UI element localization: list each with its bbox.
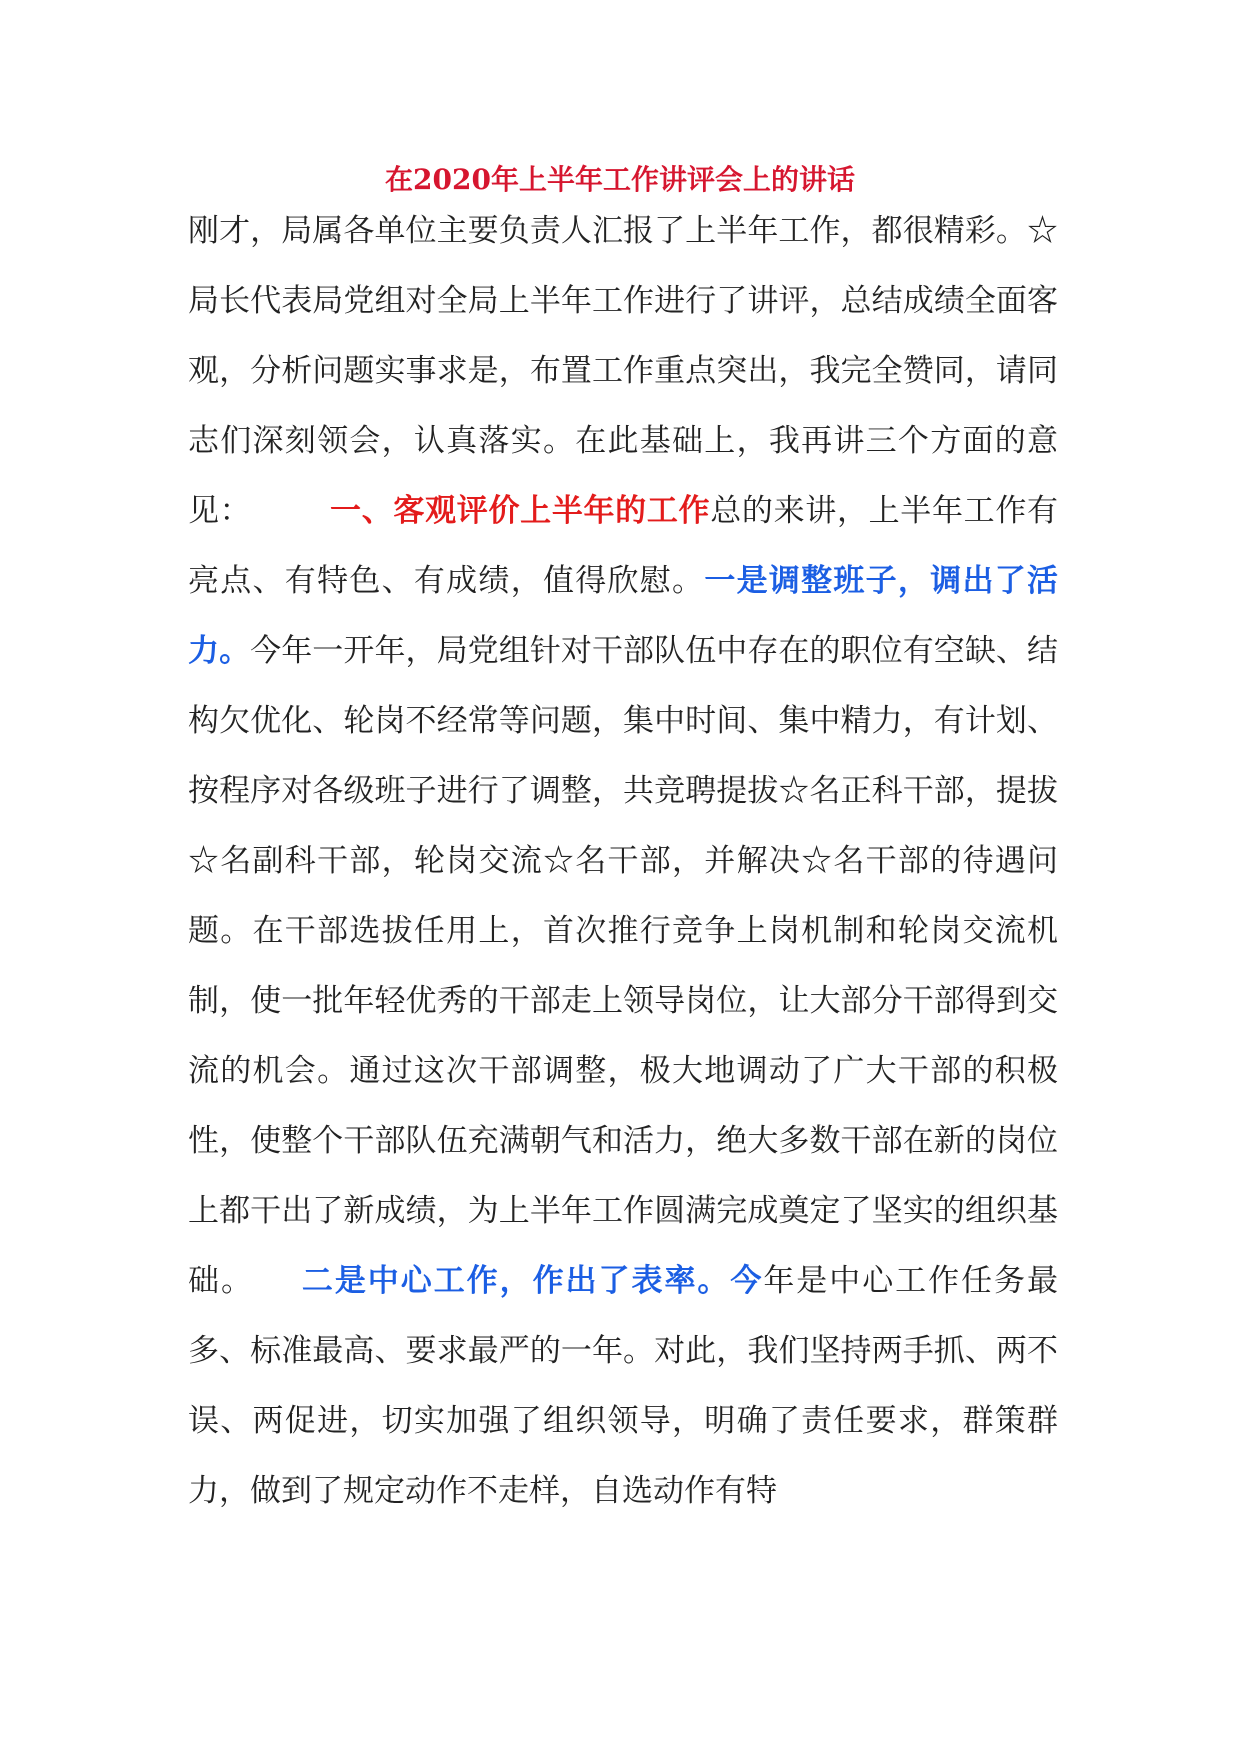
paragraph-summary: 总的来讲，上半年工作有亮点、有特色、有成绩，值得欣慰。 [188,493,1059,599]
subheading-2: 二是中心工作，作出了表率。今 [299,1263,764,1299]
document-title: 在2020年上半年工作讲评会上的讲话 [385,163,855,196]
section-heading-1: 一、客观评价上半年的工作 [329,493,711,529]
paragraph-central-work: 年是中心工作任务最多、标准最高、要求最严的一年。对此，我们坚持两手抓、两不误、两促进，切实加强了组织领导，明确了责任要求，群策群力，做到了规定动作不走样，自选动作有特 [188,1263,1059,1509]
subheading-1: 一是调整班子，调出了活力。 [188,563,1059,669]
paragraph-intro: 刚才，局属各单位主要负责人汇报了上半年工作，都很精彩。☆局长代表局党组对全局上半年工作进行了讲评，总结成绩全面客观，分析问题实事求是，布置工作重点突出，我完全赞同，请同志们深刻领会，认真落实。在此基础上，我再讲三个方面的意见： [188,213,1058,529]
paragraph-adjustment: 今年一开年，局党组针对干部队伍中存在的职位有空缺、结构欠优化、轮岗不经常等问题，集中时间、集中精力，有计划、按程序对各级班子进行了调整，共竞聘提拔☆名正科干部，提拔☆名副科干部，轮岗交流☆名干部，并解决☆名干部的待遇问题。在干部选拔任用上，首次推行竞争上岗机制和轮岗交流机制，使一批年轻优秀的干部走上领导岗位，让大部分干部得到交流的机会。通过这次干部调整，极大地调动了广大干部的积极性，使整个干部队伍充满朝气和活力，绝大多数干部在新的岗位上都干出了新成绩，为上半年工作圆满完成奠定了坚实的组织基础。 [188,633,1059,1299]
document-body [188,196,1058,1526]
